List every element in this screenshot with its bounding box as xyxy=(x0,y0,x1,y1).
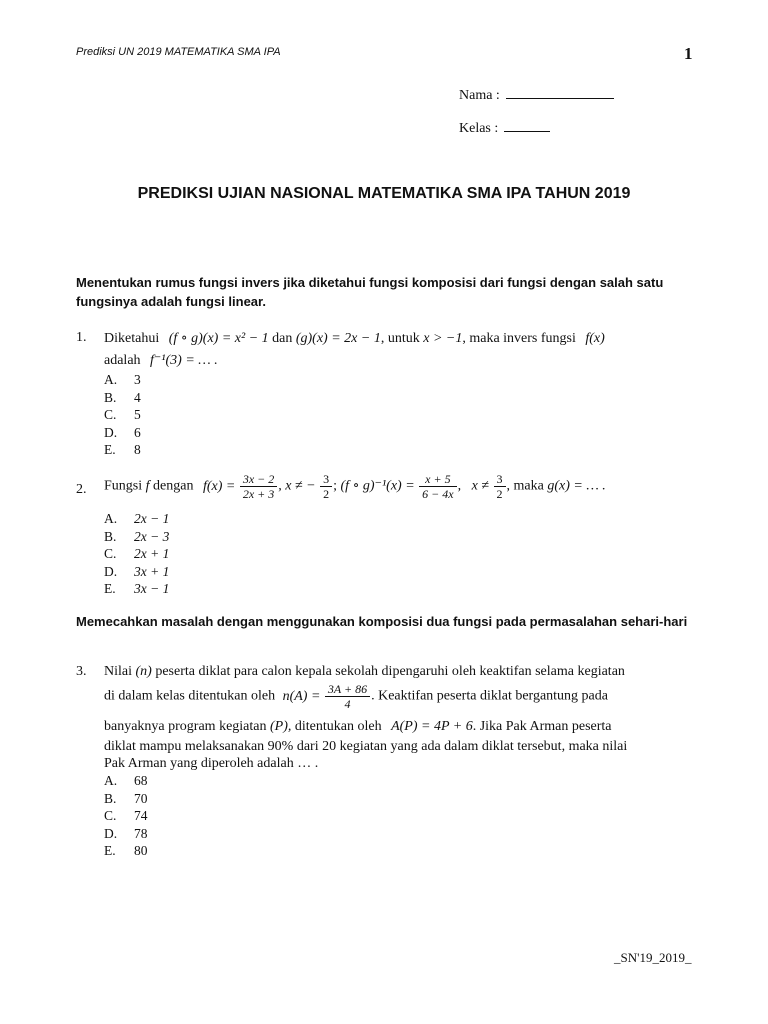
question-text: Fungsi xyxy=(104,478,143,494)
fraction-numerator: 3A + 86 xyxy=(325,682,370,697)
option-value: 74 xyxy=(134,808,148,823)
option-value: 3 xyxy=(134,372,141,387)
question-3-line-4: diklat mampu melaksanakan 90% dari 20 kegiatan yang ada dalam diklat tersebut, maka nilai xyxy=(104,739,628,754)
fraction-denominator: 2 xyxy=(323,487,330,501)
question-text: ditentukan oleh xyxy=(294,719,382,734)
option-value: 2x + 1 xyxy=(134,546,170,561)
option-e xyxy=(104,842,148,860)
fraction-denominator: 2 xyxy=(496,487,503,501)
option-value: 2x − 1 xyxy=(134,511,170,526)
option-value: 3x + 1 xyxy=(134,563,170,579)
fraction-numerator: 3 xyxy=(494,472,506,487)
question-text: adalah xyxy=(104,353,141,368)
option-e xyxy=(104,580,169,598)
option-value: 3x − 1 xyxy=(134,581,170,596)
option-value: 4 xyxy=(134,389,141,405)
fraction-denominator: 6 − 4x xyxy=(422,487,454,501)
question-3-line-3 xyxy=(104,719,612,735)
option-label: B. xyxy=(104,528,117,544)
option-label: C. xyxy=(104,407,117,422)
page-title: PREDIKSI UJIAN NASIONAL MATEMATIKA SMA IPA TAHUN 2019 xyxy=(137,185,631,202)
question-number: 2. xyxy=(76,482,87,497)
question-text: Nilai xyxy=(104,664,132,679)
question-number: 1. xyxy=(76,330,87,345)
question-text: (n) xyxy=(135,664,152,679)
option-value: 2x − 3 xyxy=(134,528,170,544)
class-label: Kelas : xyxy=(459,121,499,136)
option-c xyxy=(104,406,141,424)
fraction xyxy=(419,472,456,501)
question-text: , maka invers fungsi xyxy=(462,331,576,346)
option-label: C. xyxy=(104,808,117,823)
math-expression: g(x) = … . xyxy=(547,478,606,494)
math-expression: , x ≠ xyxy=(457,478,490,494)
option-label: A. xyxy=(104,511,118,526)
question-text: di dalam kelas ditentukan oleh xyxy=(104,688,276,704)
math-expression: (f ∘ g)⁻¹(x) = xyxy=(340,478,415,494)
option-a xyxy=(104,772,148,790)
option-label: E. xyxy=(104,581,116,596)
option-label: B. xyxy=(104,389,117,405)
options-list xyxy=(104,772,148,860)
option-label: E. xyxy=(104,843,116,858)
math-expression: n(A) = xyxy=(282,688,321,704)
option-label: B. xyxy=(104,790,117,806)
section-heading-1: Menentukan rumus fungsi invers jika diketahui fungsi komposisi dari fungsi dengan salah satu fungsinya adalah fungsi linear. xyxy=(76,275,664,309)
question-text: dan xyxy=(272,331,293,346)
fraction-denominator: 4 xyxy=(344,697,351,711)
option-d xyxy=(104,563,169,581)
option-value: 5 xyxy=(134,407,141,422)
section-heading-2: Memecahkan masalah dengan menggunakan komposisi dua fungsi pada permasalahan sehari-hari xyxy=(76,614,688,629)
math-expression: (f ∘ g)(x) = x² − 1 xyxy=(168,331,269,346)
math-expression: f⁻¹(3) = … . xyxy=(150,353,218,368)
math-expression: f(x) xyxy=(585,331,605,346)
document-header: Prediksi UN 2019 MATEMATIKA SMA IPA xyxy=(76,46,281,58)
question-text: , untuk xyxy=(380,331,420,346)
question-number: 3. xyxy=(76,664,87,679)
option-value: 68 xyxy=(134,773,148,788)
option-value: 6 xyxy=(134,424,141,440)
fraction-denominator: 2x + 3 xyxy=(242,487,275,501)
option-label: D. xyxy=(104,424,118,440)
math-expression: (g)(x) = 2x − 1 xyxy=(295,331,381,346)
fraction xyxy=(240,472,277,501)
separator: ; xyxy=(333,478,338,494)
fraction xyxy=(320,472,332,501)
question-text: (P), xyxy=(270,719,292,734)
question-text: . Keaktifan peserta diklat bergantung pada xyxy=(371,688,608,704)
question-text: peserta diklat para calon kepala sekolah dipengaruhi oleh keaktifan selama kegiatan xyxy=(155,664,625,679)
question-3-line-1 xyxy=(104,664,625,680)
math-expression: A(P) = 4P + 6 xyxy=(391,719,473,734)
option-label: A. xyxy=(104,372,118,387)
question-text: dengan xyxy=(153,478,194,494)
question-1-line-2 xyxy=(104,352,218,369)
option-d xyxy=(104,825,148,843)
question-text: banyaknya program kegiatan xyxy=(104,719,267,734)
question-3-line-5: Pak Arman yang diperoleh adalah … . xyxy=(104,756,319,771)
class-blank xyxy=(504,119,550,132)
fraction-numerator: x + 5 xyxy=(419,472,456,487)
fraction-numerator: 3x − 2 xyxy=(240,472,277,487)
math-expression: , x ≠ − xyxy=(278,478,316,494)
fraction xyxy=(494,472,506,501)
class-field xyxy=(459,119,550,137)
question-2-line-1 xyxy=(104,472,606,501)
question-text: . Jika Pak Arman peserta xyxy=(472,719,612,734)
option-label: E. xyxy=(104,442,116,457)
question-text: f xyxy=(145,478,150,494)
options-list xyxy=(104,371,141,459)
option-a xyxy=(104,371,141,389)
math-expression: x > −1 xyxy=(423,331,463,346)
option-c xyxy=(104,545,169,563)
question-3-line-2 xyxy=(104,682,608,711)
name-blank xyxy=(506,86,614,99)
option-c xyxy=(104,807,148,825)
option-label: D. xyxy=(104,825,118,841)
option-label: D. xyxy=(104,563,118,579)
name-field xyxy=(459,86,614,104)
option-b xyxy=(104,790,148,808)
option-value: 8 xyxy=(134,442,141,457)
question-text: Diketahui xyxy=(104,331,160,346)
option-value: 70 xyxy=(134,790,148,806)
option-label: A. xyxy=(104,773,118,788)
question-text: , maka xyxy=(506,478,544,494)
page-number: 1 xyxy=(684,44,693,63)
option-b xyxy=(104,528,169,546)
fraction-numerator: 3 xyxy=(320,472,332,487)
option-e xyxy=(104,441,141,459)
option-b xyxy=(104,389,141,407)
options-list xyxy=(104,510,169,598)
fraction xyxy=(325,682,370,711)
option-label: C. xyxy=(104,546,117,561)
option-value: 78 xyxy=(134,825,148,841)
option-d xyxy=(104,424,141,442)
option-a xyxy=(104,510,169,528)
question-1-line-1 xyxy=(104,330,605,347)
name-label: Nama : xyxy=(459,88,500,103)
math-expression: f(x) = xyxy=(202,478,236,494)
page-footer: _SN'19_2019_ xyxy=(614,950,692,965)
option-value: 80 xyxy=(134,843,148,858)
